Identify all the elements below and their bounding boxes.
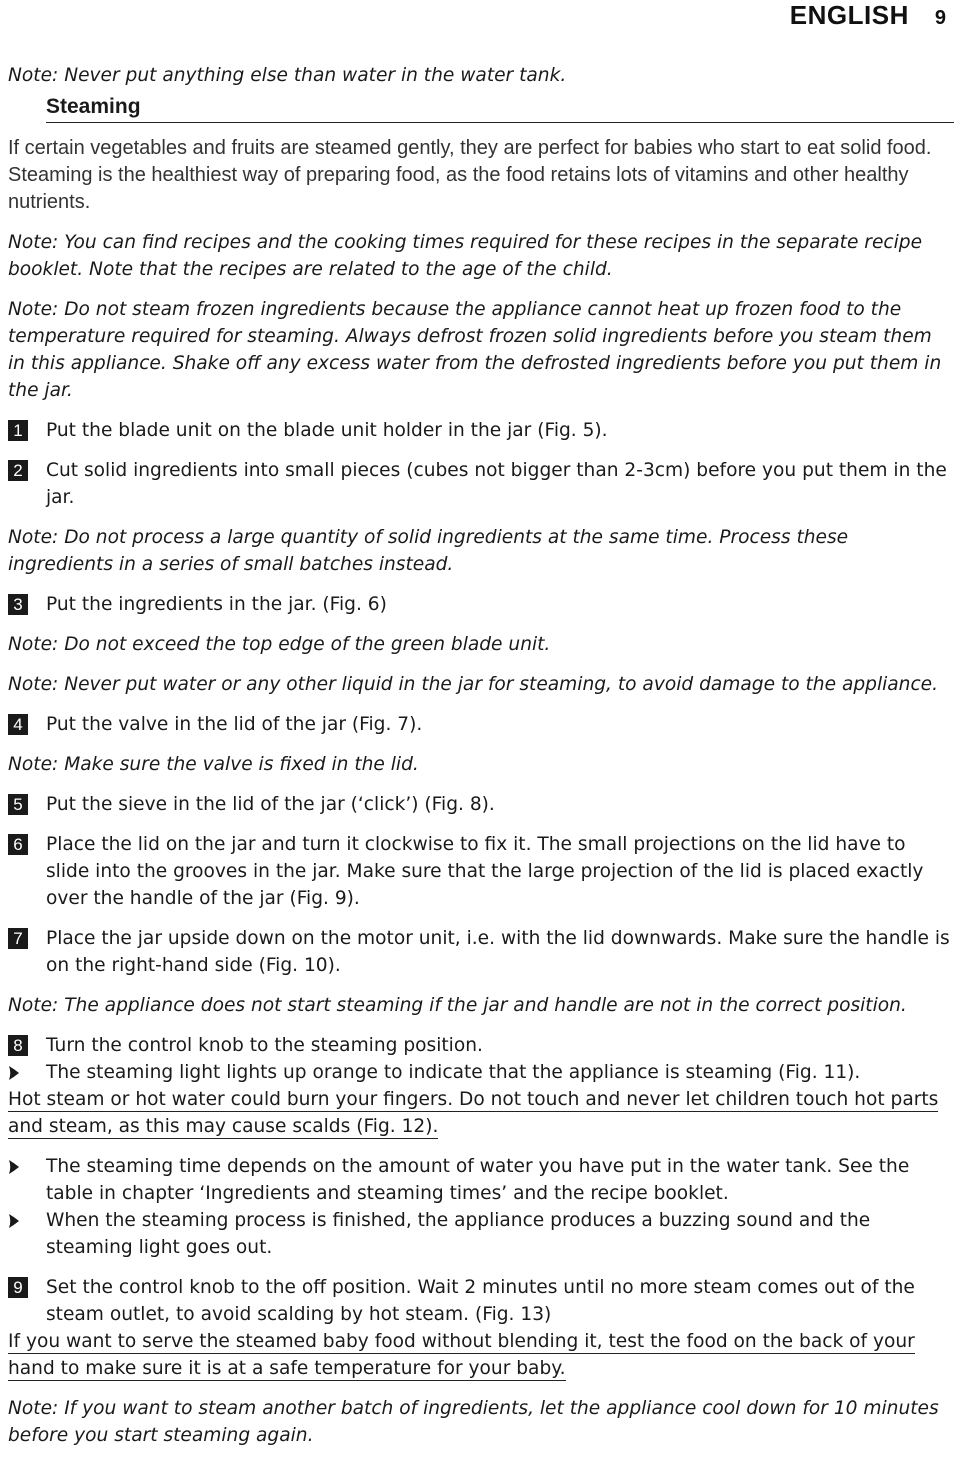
step-item	[8, 591, 954, 618]
bullet-text: The steaming light lights up orange to indicate that the appliance is steaming (Fig. 11).	[46, 1062, 861, 1083]
step-number-badge: 1	[8, 420, 28, 441]
bullet-text: The steaming time depends on the amount of water you have put in the water tank. See the table in chapter ‘Ingredients and steaming times’ and the recipe booklet.	[46, 1156, 910, 1204]
warning-text: Hot steam or hot water could burn your fingers. Do not touch and never let children touch hot parts and steam, as this may cause scalds (Fig. 12).	[8, 1089, 939, 1137]
step-text: Place the lid on the jar and turn it clockwise to fix it. The small projections on the lid have to slide into the grooves in the jar. Make sure that the large projection of the lid is placed exactly over the handle of the jar (Fig. 9).	[46, 834, 924, 909]
step-text: Put the ingredients in the jar. (Fig. 6)	[46, 594, 387, 615]
section-heading	[46, 92, 954, 122]
step-number-badge: 5	[8, 794, 28, 815]
step-number-badge: 9	[8, 1277, 28, 1298]
step-text: Put the valve in the lid of the jar (Fig. 7).	[46, 714, 423, 735]
step-number-badge: 6	[8, 834, 28, 855]
bullet-arrow-icon	[8, 1059, 46, 1086]
result-bullet	[8, 1153, 954, 1207]
step-number-badge: 8	[8, 1035, 28, 1056]
step-item	[8, 831, 954, 912]
step-text: Cut solid ingredients into small pieces (cubes not bigger than 2-3cm) before you put them in the jar.	[46, 460, 947, 508]
warning-paragraph	[8, 1328, 954, 1382]
note-paragraph: Note: Do not steam frozen ingredients because the appliance cannot heat up frozen food to the temperature required for steaming. Always defrost frozen solid ingredients before you steam them in this appliance. Shake off any excess water from the defrosted ingredients before you put them in the jar.	[8, 299, 942, 401]
step-item	[8, 1032, 954, 1059]
bullet-arrow-icon	[8, 1153, 46, 1180]
manual-content	[8, 62, 954, 1449]
step-number-badge: 3	[8, 594, 28, 615]
step-text: Put the blade unit on the blade unit holder in the jar (Fig. 5).	[46, 420, 608, 441]
note-paragraph: Note: Never put anything else than water in the water tank.	[8, 65, 567, 86]
page-header	[789, 0, 946, 30]
result-bullet	[8, 1207, 954, 1261]
step-text: Set the control knob to the off position. Wait 2 minutes until no more steam comes out of the steam outlet, to avoid scalding by hot steam. (Fig. 13)	[46, 1277, 915, 1325]
step-item	[8, 417, 954, 444]
heading-rule	[46, 122, 954, 123]
warning-paragraph	[8, 1086, 954, 1140]
step-number-badge: 7	[8, 928, 28, 949]
bullet-arrow-icon	[8, 1207, 46, 1234]
step-item	[8, 925, 954, 979]
step-number-badge: 4	[8, 714, 28, 735]
note-paragraph: Note: If you want to steam another batch of ingredients, let the appliance cool down for 10 minutes before you start steaming again.	[8, 1398, 939, 1446]
step-number-badge: 2	[8, 460, 28, 481]
step-text: Turn the control knob to the steaming position.	[46, 1035, 483, 1056]
note-paragraph: Note: Make sure the valve is fixed in the lid.	[8, 754, 419, 775]
step-item	[8, 711, 954, 738]
warning-text: If you want to serve the steamed baby food without blending it, test the food on the back of your hand to make sure it is at a safe temperature for your baby.	[8, 1331, 915, 1379]
step-item	[8, 457, 954, 511]
note-paragraph: Note: Do not exceed the top edge of the green blade unit.	[8, 634, 551, 655]
section-heading-text: Steaming	[46, 95, 141, 118]
step-text: Place the jar upside down on the motor unit, i.e. with the lid downwards. Make sure the handle is on the right-hand side (Fig. 10).	[46, 928, 950, 976]
intro-paragraph: If certain vegetables and fruits are steamed gently, they are perfect for babies who start to eat solid food. Steaming is the healthiest way of preparing food, as the food retains lots of vitamins and other healthy nutrients.	[8, 137, 932, 213]
result-bullet	[8, 1059, 954, 1086]
note-paragraph: Note: Do not process a large quantity of solid ingredients at the same time. Process these ingredients in a series of small batches instead.	[8, 527, 849, 575]
bullet-text: When the steaming process is finished, the appliance produces a buzzing sound and the steaming light goes out.	[46, 1210, 871, 1258]
step-item	[8, 791, 954, 818]
note-paragraph: Note: The appliance does not start steaming if the jar and handle are not in the correct position.	[8, 995, 907, 1016]
page-number: 9	[934, 7, 946, 29]
step-text: Put the sieve in the lid of the jar (‘click’) (Fig. 8).	[46, 794, 495, 815]
note-paragraph: Note: You can find recipes and the cooking times required for these recipes in the separate recipe booklet. Note that the recipes are related to the age of the child.	[8, 232, 923, 280]
note-paragraph: Note: Never put water or any other liquid in the jar for steaming, to avoid damage to the appliance.	[8, 674, 939, 695]
language-label: ENGLISH	[789, 0, 909, 30]
step-item	[8, 1274, 954, 1328]
